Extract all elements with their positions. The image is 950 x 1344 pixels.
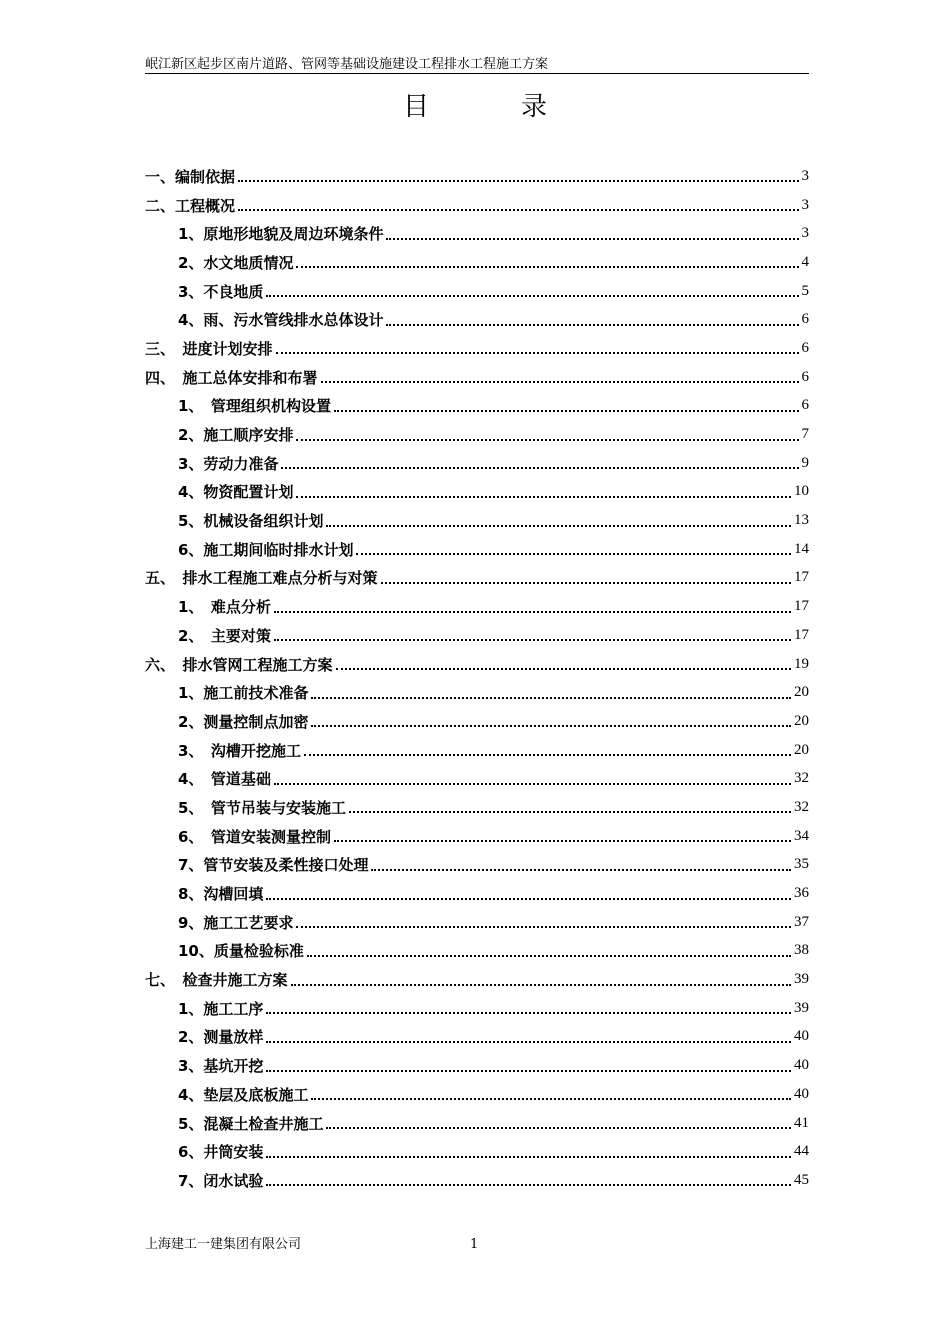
toc-dot-leader <box>296 265 798 268</box>
toc-entry-page: 3 <box>801 167 809 184</box>
toc-entry[interactable] <box>145 994 809 1023</box>
toc-dot-leader <box>326 1126 791 1129</box>
toc-entry-label: 4、垫层及底板施工 <box>178 1085 309 1104</box>
toc-entry[interactable] <box>145 420 809 449</box>
toc-entry[interactable] <box>145 478 809 507</box>
toc-entry-label: 2、测量放样 <box>178 1028 264 1047</box>
toc-dot-leader <box>336 667 791 670</box>
header-divider <box>145 73 809 74</box>
toc-dot-leader <box>238 179 798 182</box>
toc-entry[interactable] <box>145 592 809 621</box>
footer-company: 上海建工一建集团有限公司 <box>145 1237 302 1252</box>
toc-entry-page: 20 <box>794 712 809 729</box>
toc-entry[interactable] <box>145 965 809 994</box>
toc-entry[interactable] <box>145 334 809 363</box>
toc-entry-label: 一、编制依据 <box>145 167 236 186</box>
toc-entry-label: 1、原地形地貌及周边环境条件 <box>178 225 384 244</box>
toc-entry-label: 7、管节安装及柔性接口处理 <box>178 856 369 875</box>
toc-entry[interactable] <box>145 1137 809 1166</box>
toc-dot-leader <box>266 897 791 900</box>
toc-dot-leader <box>274 638 791 641</box>
toc-entry[interactable] <box>145 564 809 593</box>
toc-entry[interactable] <box>145 449 809 478</box>
toc-entry-label: 1、 管理组织机构设置 <box>178 397 331 416</box>
toc-entry[interactable] <box>145 248 809 277</box>
toc-entry[interactable] <box>145 678 809 707</box>
toc-entry-page: 40 <box>794 1028 809 1045</box>
toc-dot-leader <box>311 1097 791 1100</box>
toc-entry-label: 3、基坑开挖 <box>178 1057 264 1076</box>
toc-entry-page: 17 <box>794 626 809 643</box>
toc-entry-page: 19 <box>794 655 809 672</box>
toc-entry-label: 3、 沟槽开挖施工 <box>178 741 301 760</box>
toc-entry-page: 20 <box>794 684 809 701</box>
toc-dot-leader <box>349 810 791 813</box>
toc-entry-label: 2、施工顺序安排 <box>178 426 294 445</box>
toc-dot-leader <box>334 409 799 412</box>
toc-entry[interactable] <box>145 851 809 880</box>
toc-dot-leader <box>274 610 791 613</box>
toc-entry-page: 32 <box>794 770 809 787</box>
toc-entry-page: 4 <box>801 253 809 270</box>
toc-entry[interactable] <box>145 363 809 392</box>
toc-entry-page: 35 <box>794 856 809 873</box>
toc-dot-leader <box>311 724 791 727</box>
toc-entry[interactable] <box>145 277 809 306</box>
toc-entry[interactable] <box>145 392 809 421</box>
table-of-contents <box>145 162 809 1195</box>
toc-entry-page: 6 <box>801 397 809 414</box>
toc-dot-leader <box>321 380 799 383</box>
toc-entry-label: 6、施工期间临时排水计划 <box>178 540 354 559</box>
toc-entry[interactable] <box>145 764 809 793</box>
toc-entry[interactable] <box>145 162 809 191</box>
toc-dot-leader <box>266 1069 791 1072</box>
toc-entry-page: 40 <box>794 1085 809 1102</box>
toc-entry-label: 10、质量检验标准 <box>178 942 304 961</box>
toc-dot-leader <box>266 1011 791 1014</box>
toc-dot-leader <box>276 351 799 354</box>
toc-entry-page: 17 <box>794 569 809 586</box>
toc-entry-label: 六、 排水管网工程施工方案 <box>145 655 333 674</box>
toc-entry-page: 6 <box>801 368 809 385</box>
toc-entry[interactable] <box>145 793 809 822</box>
toc-entry-label: 五、 排水工程施工难点分析与对策 <box>145 569 378 588</box>
toc-dot-leader <box>371 868 791 871</box>
toc-dot-leader <box>266 1155 791 1158</box>
toc-entry-label: 3、不良地质 <box>178 282 264 301</box>
toc-entry-label: 5、机械设备组织计划 <box>178 512 324 531</box>
toc-entry-page: 45 <box>794 1171 809 1188</box>
toc-entry-label: 7、闭水试验 <box>178 1171 264 1190</box>
toc-dot-leader <box>296 438 798 441</box>
toc-dot-leader <box>386 323 798 326</box>
toc-dot-leader <box>326 524 791 527</box>
toc-entry[interactable] <box>145 305 809 334</box>
toc-entry-label: 4、物资配置计划 <box>178 483 294 502</box>
toc-entry-page: 44 <box>794 1143 809 1160</box>
toc-entry-page: 39 <box>794 999 809 1016</box>
footer-page-number: 1 <box>470 1237 479 1252</box>
toc-entry-page: 39 <box>794 971 809 988</box>
toc-entry-label: 七、 检查井施工方案 <box>145 971 288 990</box>
toc-entry-page: 3 <box>801 225 809 242</box>
toc-entry-page: 7 <box>801 426 809 443</box>
toc-entry-page: 5 <box>801 282 809 299</box>
toc-entry-label: 2、水文地质情况 <box>178 253 294 272</box>
toc-entry[interactable] <box>145 191 809 220</box>
toc-entry-label: 3、劳动力准备 <box>178 454 279 473</box>
toc-dot-leader <box>238 208 798 211</box>
toc-dot-leader <box>296 495 791 498</box>
toc-entry-label: 5、 管节吊装与安装施工 <box>178 798 346 817</box>
toc-dot-leader <box>266 1183 791 1186</box>
toc-entry-label: 9、施工工艺要求 <box>178 913 294 932</box>
toc-entry[interactable] <box>145 506 809 535</box>
toc-entry-page: 6 <box>801 311 809 328</box>
toc-entry-page: 40 <box>794 1057 809 1074</box>
toc-entry[interactable] <box>145 621 809 650</box>
toc-entry-label: 2、 主要对策 <box>178 626 271 645</box>
toc-dot-leader <box>266 1040 791 1043</box>
toc-entry[interactable] <box>145 908 809 937</box>
toc-entry-page: 17 <box>794 598 809 615</box>
toc-entry-label: 二、工程概况 <box>145 196 236 215</box>
toc-entry-label: 1、施工前技术准备 <box>178 684 309 703</box>
toc-entry[interactable] <box>145 937 809 966</box>
toc-dot-leader <box>296 925 791 928</box>
toc-dot-leader <box>281 466 798 469</box>
toc-entry-page: 34 <box>794 827 809 844</box>
toc-entry[interactable] <box>145 822 809 851</box>
toc-entry-page: 38 <box>794 942 809 959</box>
toc-entry-page: 9 <box>801 454 809 471</box>
toc-entry[interactable] <box>145 736 809 765</box>
toc-entry[interactable] <box>145 650 809 679</box>
toc-entry-page: 20 <box>794 741 809 758</box>
toc-entry[interactable] <box>145 1109 809 1138</box>
toc-entry-page: 6 <box>801 339 809 356</box>
toc-entry[interactable] <box>145 1080 809 1109</box>
toc-entry[interactable] <box>145 219 809 248</box>
toc-entry[interactable] <box>145 1051 809 1080</box>
toc-entry-page: 36 <box>794 885 809 902</box>
toc-dot-leader <box>291 983 791 986</box>
toc-dot-leader <box>307 954 791 957</box>
toc-entry-page: 10 <box>794 483 809 500</box>
toc-entry-label: 2、测量控制点加密 <box>178 712 309 731</box>
toc-dot-leader <box>266 294 798 297</box>
toc-entry-label: 6、井筒安装 <box>178 1143 264 1162</box>
toc-dot-leader <box>311 696 791 699</box>
running-header: 岷江新区起步区南片道路、管网等基础设施建设工程排水工程施工方案 <box>145 57 549 72</box>
toc-dot-leader <box>356 552 791 555</box>
toc-entry-label: 1、 难点分析 <box>178 598 271 617</box>
toc-entry-label: 6、 管道安装测量控制 <box>178 827 331 846</box>
toc-entry-label: 4、雨、污水管线排水总体设计 <box>178 311 384 330</box>
toc-entry-page: 13 <box>794 512 809 529</box>
toc-entry[interactable] <box>145 1023 809 1052</box>
toc-entry-label: 1、施工工序 <box>178 999 264 1018</box>
toc-entry-page: 37 <box>794 913 809 930</box>
toc-dot-leader <box>274 782 791 785</box>
toc-entry[interactable] <box>145 879 809 908</box>
page-title: 目录 <box>402 92 639 122</box>
toc-entry-label: 三、 进度计划安排 <box>145 339 273 358</box>
toc-dot-leader <box>381 581 791 584</box>
toc-entry-label: 5、混凝土检查井施工 <box>178 1114 324 1133</box>
toc-entry-page: 32 <box>794 798 809 815</box>
toc-entry-page: 14 <box>794 540 809 557</box>
toc-entry[interactable] <box>145 707 809 736</box>
toc-dot-leader <box>386 237 798 240</box>
toc-entry-page: 41 <box>794 1114 809 1131</box>
toc-entry-label: 4、 管道基础 <box>178 770 271 789</box>
toc-entry-label: 四、 施工总体安排和布署 <box>145 368 318 387</box>
toc-dot-leader <box>334 839 791 842</box>
toc-entry-page: 3 <box>801 196 809 213</box>
toc-dot-leader <box>304 753 791 756</box>
toc-entry[interactable] <box>145 535 809 564</box>
toc-entry[interactable] <box>145 1166 809 1195</box>
toc-entry-label: 8、沟槽回填 <box>178 885 264 904</box>
